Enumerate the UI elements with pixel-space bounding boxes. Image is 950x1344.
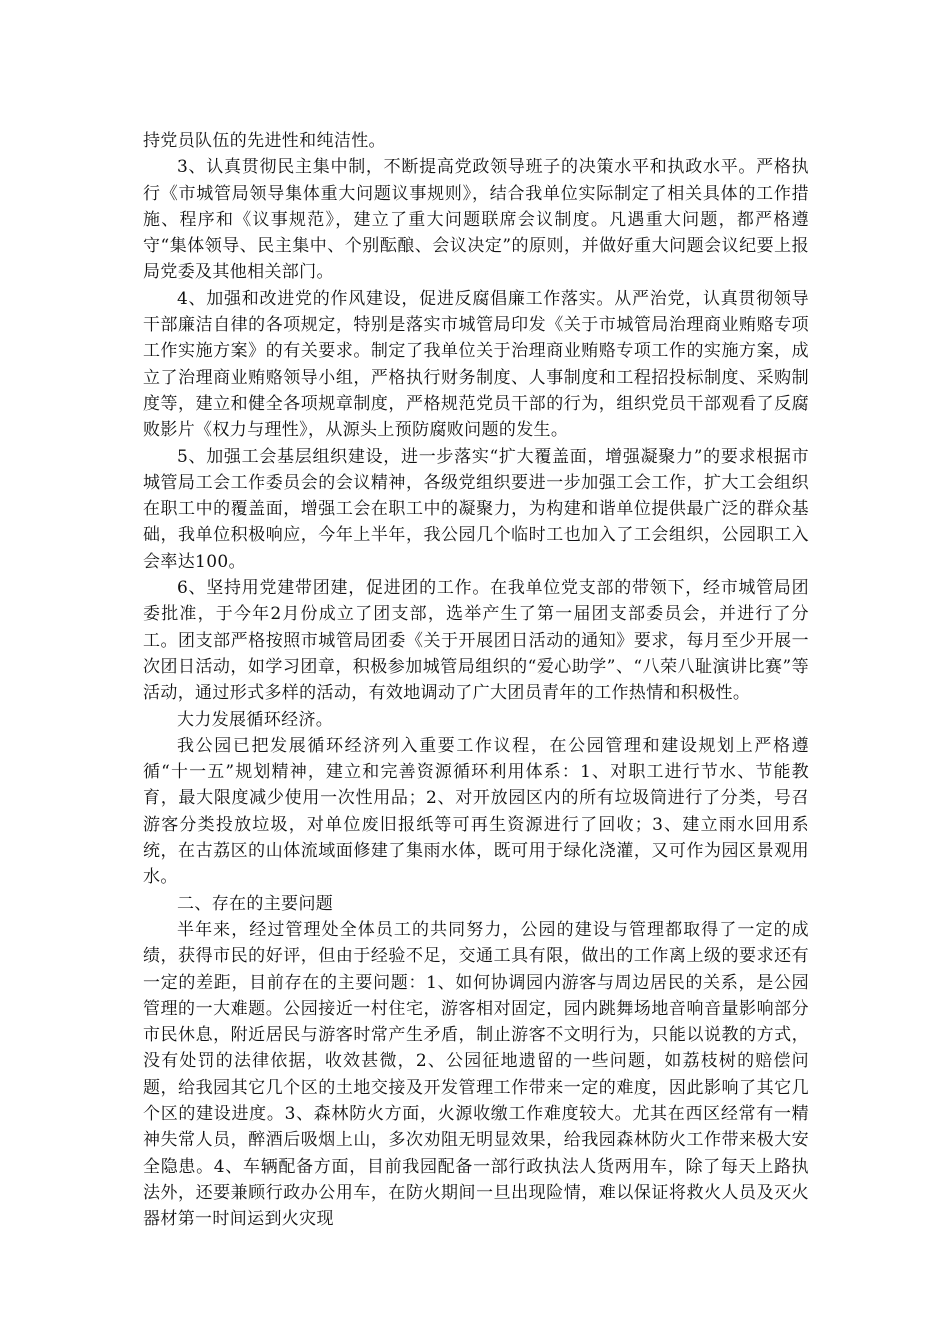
paragraph-democratic-centralism: 3、认真贯彻民主集中制，不断提高党政领导班子的决策水平和执政水平。严格执行《市城管局领导集体重大问题议事规则》，结合我单位实际制定了相关具体的工作措施、程序和《议事规范》，建立了重大问题联席会议制度。凡遇重大问题，都严格遵守“集体领导、民主集中、个别酝酿、会议决定”的原则，并做好重大问题会议纪要上报局党委及其他相关部门。 — [143, 157, 809, 283]
document-body — [143, 128, 809, 1232]
paragraph-anti-corruption: 4、加强和改进党的作风建设，促进反腐倡廉工作落实。从严治党，认真贯彻领导干部廉洁自律的各项规定，特别是落实市城管局印发《关于市城管局治理商业贿赂专项工作实施方案》的有关要求。制定了我单位关于治理商业贿赂专项工作的实施方案，成立了治理商业贿赂领导小组，严格执行财务制度、人事制度和工程招投标制度、采购制度等，建立和健全各项规章制度，严格规范党员干部的行为，组织党员干部观看了反腐败影片《权力与理性》，从源头上预防腐败问题的发生。 — [143, 288, 809, 441]
heading-circular-economy: 大力发展循环经济。 — [177, 709, 334, 730]
paragraph-main-problems: 半年来，经过管理处全体员工的共同努力，公园的建设与管理都取得了一定的成绩，获得市民的好评，但由于经验不足，交通工具有限，做出的工作离上级的要求还有一定的差距，目前存在的主要问题：1、如何协调园内游客与周边居民的关系，是公园管理的一大难题。公园接近一村住宅，游客相对固定，园内跳舞场地音响音量影响部分市民休息，附近居民与游客时常产生矛盾，制止游客不文明行为，只能以说教的方式，没有处罚的法律依据，收效甚微，2、公园征地遗留的一些问题，如荔枝树的赔偿问题，给我园其它几个区的土地交接及开发管理工作带来一定的难度，因此影响了其它几个区的建设进度。3、森林防火方面，火源收缴工作难度较大。尤其在西区经常有一精神失常人员，醉酒后吸烟上山，多次劝阻无明显效果，给我园森林防火工作带来极大安全隐患。4、车辆配备方面，目前我园配备一部行政执法人货两用车，除了每天上路执法外，还要兼顾行政办公用车，在防火期间一旦出现险情，难以保证将救火人员及灭火器材第一时间运到火灾现 — [143, 919, 809, 1230]
paragraph-circular-economy: 我公园已把发展循环经济列入重要工作议程，在公园管理和建设规划上严格遵循“十一五”规划精神，建立和完善资源循环利用体系：1、对职工进行节水、节能教育，最大限度减少使用一次性用品；2、对开放园区内的所有垃圾筒进行了分类，号召游客分类投放垃圾，对单位废旧报纸等可再生资源进行了回收；3、建立雨水回用系统，在古荔区的山体流域面修建了集雨水体，既可用于绿化浇灌，又可作为园区景观用水。 — [143, 735, 809, 888]
heading-main-problems: 二、存在的主要问题 — [177, 893, 334, 914]
paragraph-youth-league: 6、坚持用党建带团建，促进团的工作。在我单位党支部的带领下，经市城管局团委批准，于今年2月份成立了团支部，选举产生了第一届团支部委员会，并进行了分工。团支部严格按照市城管局团委《关于开展团日活动的通知》要求，每月至少开展一次团日活动，如学习团章，积极参加城管局组织的“爱心助学”、“八荣八耻演讲比赛”等活动，通过形式多样的活动，有效地调动了广大团员青年的工作热情和积极性。 — [143, 578, 809, 704]
paragraph-party-purity: 持党员队伍的先进性和纯洁性。 — [143, 131, 386, 151]
paragraph-trade-union: 5、加强工会基层组织建设，进一步落实“扩大覆盖面，增强凝聚力”的要求根据市城管局工会工作委员会的会议精神，各级党组织要进一步加强工会工作，扩大工会组织在职工中的覆盖面，增强工会在职工中的凝聚力，为构建和谐单位提供最广泛的群众基础，我单位积极响应，今年上半年，我公园几个临时工也加入了工会组织，公园职工入会率达100。 — [143, 446, 809, 572]
